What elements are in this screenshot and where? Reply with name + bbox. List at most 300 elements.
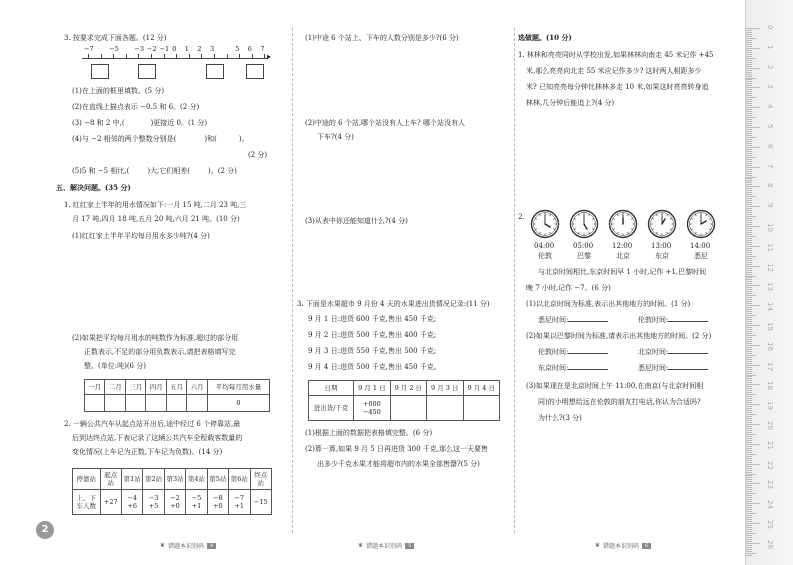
cell-value: −5 <box>191 494 202 502</box>
ruler-tick <box>746 99 752 100</box>
cell-value: +1 <box>234 502 245 510</box>
ruler-number: 9 <box>766 203 774 208</box>
s2-1: (1)以北京时间为标准,表示出其他地方的时间。(1 分) <box>526 300 691 308</box>
ruler-tick <box>746 495 752 496</box>
ruler-tick <box>746 380 752 381</box>
ruler-number: 25 <box>766 520 774 529</box>
ruler-tick <box>746 274 752 275</box>
ruler-tick <box>746 517 752 518</box>
footer-label: 错题本识别码 <box>603 543 640 550</box>
q1-line1: 1. 红红家上半年的用水情况如下:一月 15 吨,二月 23 吨,三 <box>64 201 247 209</box>
ruler-tick <box>746 450 752 451</box>
ruler-tick <box>746 32 752 33</box>
number-line-tick <box>239 54 240 58</box>
ruler-number: 13 <box>766 282 774 292</box>
q3-title: 3. 按要求完成下面各题。(12 分) <box>64 34 167 42</box>
table-header-cell: 9 月 1 日 <box>354 381 390 396</box>
ruler-tick <box>746 525 752 526</box>
q3-5-a: (5)5 和 −5 相比,( <box>72 167 130 175</box>
ruler-tick <box>746 507 752 508</box>
ruler-tick <box>746 458 752 459</box>
ruler-tick <box>746 173 752 174</box>
table-cell <box>354 396 390 421</box>
ruler-tick <box>746 521 752 522</box>
ruler-tick <box>746 386 752 387</box>
ruler-tick <box>746 329 752 330</box>
cell-value: +1 <box>191 502 202 510</box>
ruler-tick <box>746 182 752 183</box>
ruler-tick <box>746 228 752 229</box>
number-line-label: 7 <box>260 45 265 53</box>
ruler-tick <box>746 333 752 334</box>
q1-2-line3: 整。(单位:吨)(6 分) <box>84 362 146 370</box>
s2-number: 2. <box>518 213 525 221</box>
clock-city: 东京 <box>655 252 669 260</box>
answer-blank[interactable] <box>668 321 708 322</box>
cell-value: +600 <box>362 400 381 408</box>
answer-blank[interactable] <box>668 353 708 354</box>
ruler-tick <box>746 485 752 486</box>
s2-3-line3: 为什么?(3 分) <box>538 414 582 422</box>
clock-city: 巴黎 <box>577 252 591 260</box>
ruler-tick <box>746 101 752 102</box>
q3-3-a: (3) −8 和 2 中,( <box>72 119 125 127</box>
ruler-tick <box>746 214 752 215</box>
clock-icon <box>608 209 638 239</box>
table-cell[interactable] <box>166 395 186 412</box>
ruler-tick <box>746 78 756 79</box>
ruler-tick <box>746 133 752 134</box>
london-label: 伦敦时间: <box>638 316 669 324</box>
ruler-tick <box>746 270 752 271</box>
ruler-tick <box>746 442 752 443</box>
ruler-tick <box>746 145 752 146</box>
ruler-tick <box>746 384 760 385</box>
ruler-tick <box>746 367 752 368</box>
ruler-tick <box>746 127 760 128</box>
s1-line3: 米? 已知亮亮每分钟比林林多走 10 米,如果这时亮亮转身追 <box>526 83 709 91</box>
ruler-tick <box>746 529 752 530</box>
sydney-label: 悉尼时间: <box>538 316 569 324</box>
number-line-label: −2 <box>147 45 157 53</box>
q3-4-score: (2 分) <box>248 151 268 159</box>
table-cell <box>164 490 185 515</box>
q3-5 <box>72 166 237 176</box>
ruler-tick <box>746 111 752 112</box>
q1-1: (1)红红家上半年平均每月用水多少吨?(4 分) <box>72 232 210 240</box>
ruler-tick <box>746 97 756 98</box>
answer-blank[interactable] <box>568 321 608 322</box>
ruler-tick <box>746 337 752 338</box>
ruler-number: 24 <box>766 500 774 510</box>
ruler-number: 10 <box>766 223 774 232</box>
number-line-tick <box>201 54 202 58</box>
ruler-number: 15 <box>766 322 774 331</box>
f1: (1)根据上面的数据把表格填完整。(6 分) <box>305 429 433 437</box>
ruler-tick <box>746 335 756 336</box>
answer-blank[interactable] <box>568 369 608 370</box>
section5-title: 五、解决问题。(35 分) <box>56 183 131 192</box>
ruler-tick <box>746 155 752 156</box>
ruler-tick <box>746 188 752 189</box>
table-cell[interactable] <box>146 395 166 412</box>
ruler-tick <box>746 131 752 132</box>
ruler-tick <box>746 60 752 61</box>
clock-time: 14:00 <box>690 242 711 250</box>
ruler-tick <box>746 40 752 41</box>
ruler-tick <box>746 281 752 282</box>
ruler-tick <box>746 339 752 340</box>
number-line-tick <box>264 54 265 58</box>
ruler-tick <box>746 161 752 162</box>
ruler-tick <box>746 420 752 421</box>
ruler-tick <box>746 171 752 172</box>
ruler-tick <box>746 436 752 437</box>
number-line-label: 1 <box>184 45 189 53</box>
ruler-tick <box>746 317 752 318</box>
table-header-cell: 第1站 <box>121 469 142 490</box>
ruler-tick <box>746 497 752 498</box>
ruler-number: 14 <box>766 302 774 312</box>
ruler-tick <box>746 479 752 480</box>
ruler-tick <box>746 224 752 225</box>
s2-2: (2)如果以巴黎时间为标准,请表示出其他地方的时间。(2 分) <box>526 332 712 340</box>
ruler-tick <box>746 125 752 126</box>
number-line-label: −7 <box>84 45 94 53</box>
ruler-number: 23 <box>766 480 774 490</box>
ruler-tick <box>746 81 752 82</box>
ruler-tick <box>746 93 752 94</box>
ruler-tick <box>746 398 752 399</box>
ruler-tick <box>746 313 752 314</box>
row-label-line: 上、下 <box>76 494 97 502</box>
ruler-tick <box>746 283 752 284</box>
table-cell[interactable] <box>85 395 105 412</box>
ruler-tick <box>746 509 752 510</box>
ruler-tick <box>746 293 752 294</box>
s2-1-answers-b <box>638 315 708 325</box>
ruler-tick <box>746 268 752 269</box>
row-label-line: 车人数 <box>76 502 97 510</box>
q1-line2: 月 17 吨,四月 18 吨,五月 20 吨,六月 21 吨。(10 分) <box>72 215 240 223</box>
ruler-tick <box>746 349 752 350</box>
clock-icon <box>569 209 599 239</box>
ruler-number: 16 <box>766 341 774 351</box>
ruler-tick <box>746 206 760 207</box>
ruler-tick <box>746 262 752 263</box>
clock-icon <box>647 209 677 239</box>
ruler-tick <box>746 137 756 138</box>
table-cell[interactable] <box>390 396 426 421</box>
ruler-tick <box>746 70 752 71</box>
clock-city: 悉尼 <box>694 252 708 260</box>
ruler-tick <box>746 34 752 35</box>
table-header-cell: 一月 <box>85 380 105 395</box>
ruler-tick <box>746 248 752 249</box>
leaf-icon: ❦ <box>160 542 166 549</box>
ruler-tick <box>746 375 756 376</box>
ruler-tick <box>746 363 752 364</box>
ruler-tick <box>746 208 752 209</box>
clock-time: 04:00 <box>534 242 555 250</box>
q3-4-a: (4)与 −2 相邻的两个整数分别是( <box>72 135 177 143</box>
table-header-cell: 终点站 <box>250 469 272 490</box>
clock-time: 05:00 <box>573 242 594 250</box>
cell-value: −7 <box>234 494 245 502</box>
ruler-tick <box>746 62 752 63</box>
ruler-tick <box>746 493 756 494</box>
ruler-tick <box>746 115 752 116</box>
ruler-tick <box>746 147 760 148</box>
s1-line1: 1. 林林和亮亮同时从学校出发,如果林林向南走 45 米记作 +45 <box>518 51 714 59</box>
ruler-tick <box>746 143 752 144</box>
answer-box[interactable] <box>91 64 109 79</box>
table-cell[interactable] <box>463 396 499 421</box>
q2-line3: 变化情况(上车记为正数,下车记为负数)。(14 分) <box>72 448 223 456</box>
ruler-tick <box>746 378 752 379</box>
ruler-tick <box>746 499 752 500</box>
number-line-tick <box>176 54 177 58</box>
table-header-cell: 四月 <box>146 380 166 395</box>
ruler-tick <box>746 390 752 391</box>
ruler-tick <box>746 515 752 516</box>
ruler-tick <box>746 204 752 205</box>
page-number-badge: 2 <box>36 521 54 539</box>
ruler-tick <box>746 539 752 540</box>
answer-box[interactable] <box>206 64 224 79</box>
table-cell[interactable] <box>187 395 207 412</box>
m3: (3)从表中你还能知道什么?(4 分) <box>305 217 408 225</box>
ruler-tick <box>746 287 752 288</box>
ruler-tick <box>746 456 752 457</box>
ruler-number: 7 <box>766 163 774 169</box>
ruler-tick <box>746 250 752 251</box>
table-cell[interactable] <box>125 395 145 412</box>
table-header-cell: 第5站 <box>207 469 228 490</box>
bus-table <box>72 468 272 515</box>
ruler-tick <box>746 487 752 488</box>
ruler-tick <box>746 388 752 389</box>
ruler-tick <box>746 123 752 124</box>
ruler-tick <box>746 468 752 469</box>
ruler-tick <box>746 42 752 43</box>
s2-2-d <box>638 363 708 373</box>
ruler-tick <box>746 157 756 158</box>
water-table <box>84 379 270 412</box>
number-line-label: 0 <box>172 45 177 53</box>
ruler-tick <box>746 236 756 237</box>
s2-line1: 与北京时间相比,东京时间早 1 小时,记作 +1,巴黎时间 <box>538 268 707 276</box>
ruler-tick <box>746 87 760 88</box>
ruler-tick <box>746 149 752 150</box>
q3-3 <box>72 118 207 128</box>
table-header-cell: 日期 <box>309 381 354 396</box>
s2-3-line1: (3)如果现在是北京时间上午 11:00,在南京(与北京时间相 <box>526 382 704 390</box>
ruler-tick <box>746 79 752 80</box>
ruler-tick <box>746 52 752 53</box>
ruler-tick <box>746 163 752 164</box>
ruler-tick <box>746 519 752 520</box>
ruler-tick <box>746 151 752 152</box>
f2-line2: 出多少千克水果才能将超市内的水果全部售罄?(5 分) <box>317 460 480 468</box>
table-header-cell: 9 月 3 日 <box>427 381 463 396</box>
number-line-label: 3 <box>210 45 215 53</box>
answer-box[interactable] <box>138 64 156 79</box>
clock-icon <box>530 209 560 239</box>
ruler-tick <box>746 210 752 211</box>
clock-time: 12:00 <box>612 242 633 250</box>
answer-box[interactable] <box>246 64 264 79</box>
table-header-cell: 平均每月用水量 <box>207 380 269 395</box>
ruler-tick <box>746 216 756 217</box>
ruler-tick <box>746 305 760 306</box>
ruler-tick <box>746 56 752 57</box>
ruler-tick <box>746 184 752 185</box>
table-cell[interactable] <box>427 396 463 421</box>
ruler-tick <box>746 89 752 90</box>
ruler-tick <box>746 357 752 358</box>
ruler-tick <box>746 46 752 47</box>
ruler-tick <box>746 475 752 476</box>
ruler-tick <box>746 196 756 197</box>
ruler-tick <box>746 38 756 39</box>
ruler-tick <box>746 345 760 346</box>
cell-value: −3 <box>148 494 159 502</box>
ruler-tick <box>746 365 760 366</box>
q3-3-b: )更接近 0。(1 分) <box>150 119 208 127</box>
ruler-tick <box>746 169 752 170</box>
table-header-cell: 9 月 4 日 <box>463 381 499 396</box>
leaf-icon: ❦ <box>595 542 601 549</box>
fruit-record: 9 月 1 日:进货 600 千克,售出 450 千克; <box>308 315 437 323</box>
ruler-tick <box>746 194 752 195</box>
s2-2-b <box>638 347 708 357</box>
ruler-tick <box>746 238 752 239</box>
table-header-cell: 第4站 <box>186 469 207 490</box>
ruler-number: 19 <box>766 401 774 411</box>
q3-5-b: )大,它们相差( <box>147 167 191 175</box>
ruler-tick <box>746 254 752 255</box>
ruler-tick <box>746 424 760 425</box>
number-line-tick <box>126 54 127 58</box>
ruler-tick <box>746 266 760 267</box>
ruler-tick <box>746 361 752 362</box>
ruler-tick <box>746 454 756 455</box>
footer-page-num: 4 <box>207 543 216 549</box>
ruler-tick <box>746 418 752 419</box>
ruler-tick <box>746 400 752 401</box>
number-line-tick <box>88 54 89 58</box>
table-cell: 0 <box>207 395 269 412</box>
arrow-right-icon: ▸ <box>267 52 272 61</box>
number-line-tick <box>252 54 253 58</box>
clock-icon <box>686 209 716 239</box>
ruler-tick <box>746 531 752 532</box>
ruler-number: 3 <box>766 84 774 89</box>
ruler-tick <box>746 422 752 423</box>
footer-right <box>595 541 651 550</box>
table-cell[interactable] <box>105 395 125 412</box>
ruler-tick <box>746 297 752 298</box>
fruit-q-line1: 3. 下面是水果超市 9 月份 4 天的水果进出货情况记录:(11 分) <box>297 300 490 308</box>
ruler-tick <box>746 545 752 546</box>
ruler-tick <box>746 240 752 241</box>
ruler-tick <box>746 178 752 179</box>
ruler-tick <box>746 246 760 247</box>
ruler-tick <box>746 30 752 31</box>
ruler-tick <box>746 319 752 320</box>
footer-middle <box>358 541 414 550</box>
ruler-tick <box>746 416 752 417</box>
table-cell <box>121 490 142 515</box>
ruler-tick <box>746 547 752 548</box>
ruler-tick <box>746 481 752 482</box>
clock-city: 北京 <box>616 252 630 260</box>
ruler-number: 26 <box>766 539 774 549</box>
ruler-tick <box>746 85 752 86</box>
table-row-label <box>73 490 101 515</box>
q3-5-c: )。(2 分) <box>208 167 237 175</box>
ruler-tick <box>746 438 752 439</box>
ruler-tick <box>746 311 752 312</box>
ruler-tick <box>746 402 752 403</box>
footer-page-num: 5 <box>405 543 414 549</box>
cell-value: +0 <box>170 502 180 510</box>
ruler-tick <box>746 414 756 415</box>
ruler-tick <box>746 440 752 441</box>
ruler-tick <box>746 543 760 544</box>
ruler-tick <box>746 523 760 524</box>
ruler-tick <box>746 477 752 478</box>
ruler-tick <box>746 404 760 405</box>
ruler-tick <box>746 351 752 352</box>
table-row-label: 进出货/千克 <box>309 396 354 421</box>
ruler-tick <box>746 426 752 427</box>
table-header-cell: 第2站 <box>143 469 164 490</box>
cell-value: +5 <box>148 502 159 510</box>
footer-label: 错题本识别码 <box>168 543 205 550</box>
number-line-tick <box>138 54 139 58</box>
number-line-label: −3 <box>134 45 144 53</box>
right-column <box>518 0 743 540</box>
fruit-record: 9 月 3 日:进货 550 千克,售出 500 千克; <box>308 347 437 355</box>
number-line-tick <box>101 54 102 58</box>
table-cell <box>143 490 164 515</box>
ruler-tick <box>746 54 752 55</box>
ruler-tick <box>746 277 752 278</box>
q1-2-line1: (2)如果把平均每月用水的吨数作为标准,超过的部分用 <box>72 334 239 342</box>
ruler-tick <box>746 113 752 114</box>
table-header-cell: 二月 <box>105 380 125 395</box>
ruler-tick <box>746 446 752 447</box>
s1-line4: 林林,几分钟后能追上?(4 分) <box>526 99 615 107</box>
ruler-tick <box>746 159 752 160</box>
ruler-tick <box>746 309 752 310</box>
ruler-tick <box>746 83 752 84</box>
q3-1: (1)在上面的框里填数。(5 分) <box>72 87 165 95</box>
ruler-tick <box>746 175 752 176</box>
ruler-tick <box>746 232 752 233</box>
answer-blank[interactable] <box>668 369 708 370</box>
ruler-number: 2 <box>766 64 774 70</box>
footer-label: 错题本识别码 <box>366 543 403 550</box>
answer-blank[interactable] <box>568 353 608 354</box>
ruler-tick <box>746 483 760 484</box>
ruler-tick <box>746 135 752 136</box>
ruler-tick <box>746 260 752 261</box>
number-line-label: −5 <box>109 45 119 53</box>
ruler-tick <box>746 105 752 106</box>
